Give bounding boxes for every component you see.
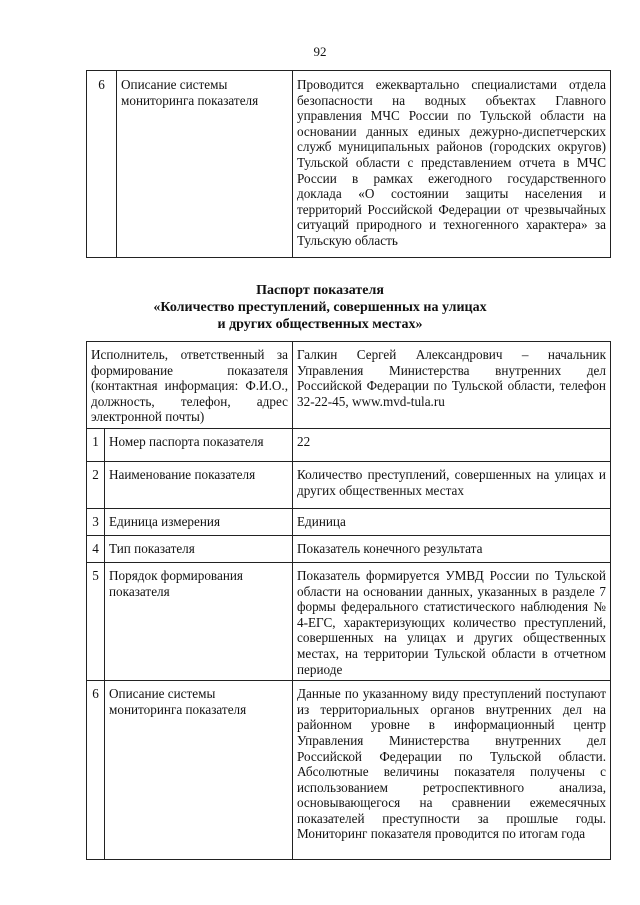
row-value: Проводится ежеквартально специалистами отдела безопасности на водных объектах Главного управления МЧС России по Тульской области на основании данных единых дежурно-диспетчерских служб муниципальных районов (городских округов) Тульской области с представлением отчета в МЧС России в рамках ежегодного государственного доклада «О состоянии защиты населения и территорий Российской Федерации от чрезвычайных ситуаций природного и техногенного характера» за Тульскую область (293, 71, 611, 258)
row-number: 4 (87, 535, 105, 562)
row-number: 1 (87, 428, 105, 461)
table-row (87, 508, 611, 535)
row-label: Единица измерения (105, 508, 293, 535)
row-value: Показатель формируется УМВД России по Тульской области на основании данных, указанных в разделе 7 формы федерального статистического наблюдения № 4-ЕГС, характеризующих количество преступлений, совершенных на улицах и других общественных местах, на территории Тульской области в отчетном периоде (293, 562, 611, 680)
passport-title (0, 282, 640, 333)
row-value: Количество преступлений, совершенных на улицах и других общественных местах (293, 461, 611, 508)
passport-table (86, 341, 611, 860)
row-number: 6 (87, 71, 117, 258)
table-row (87, 428, 611, 461)
row-number: 5 (87, 562, 105, 680)
row-label: Описание системы мониторинга показателя (117, 71, 293, 258)
table-row (87, 562, 611, 680)
table-row (87, 71, 611, 258)
executor-label: Исполнитель, ответственный за формирование показателя (контактная информация: Ф.И.О., должность, телефон, адрес электронной почты) (87, 342, 293, 429)
row-value: Показатель конечного результата (293, 535, 611, 562)
monitoring-table-continued (86, 70, 611, 258)
row-number: 6 (87, 681, 105, 860)
row-label: Тип показателя (105, 535, 293, 562)
row-value: Данные по указанному виду преступлений поступают из территориальных органов внутренних дел на районном уровне в информационный центр Управления Министерства внутренних дел Российской Федерации по Тульской области. Абсолютные величины показателя получены с использованием ретроспективного анализа, основывающегося на сравнении ежемесячных показателей преступности за прошлые годы. Мониторинг показателя проводится по итогам года (293, 681, 611, 860)
table-row (87, 461, 611, 508)
row-number: 2 (87, 461, 105, 508)
row-value: 22 (293, 428, 611, 461)
table-header-row (87, 342, 611, 429)
table-row (87, 681, 611, 860)
row-label: Описание системы мониторинга показателя (105, 681, 293, 860)
row-label: Номер паспорта показателя (105, 428, 293, 461)
table-row (87, 535, 611, 562)
passport-title-line-3: и других общественных местах» (217, 317, 423, 332)
passport-title-line-2: «Количество преступлений, совершенных на улицах (153, 300, 487, 315)
row-number: 3 (87, 508, 105, 535)
row-value: Единица (293, 508, 611, 535)
row-label: Порядок формирования показателя (105, 562, 293, 680)
passport-title-line-1: Паспорт показателя (256, 283, 384, 298)
page-number: 92 (313, 44, 327, 59)
row-label: Наименование показателя (105, 461, 293, 508)
executor-value: Галкин Сергей Александрович – начальник Управления Министерства внутренних дел Российской Федерации по Тульской области, телефон 32-22-45, www.mvd-tula.ru (293, 342, 611, 429)
